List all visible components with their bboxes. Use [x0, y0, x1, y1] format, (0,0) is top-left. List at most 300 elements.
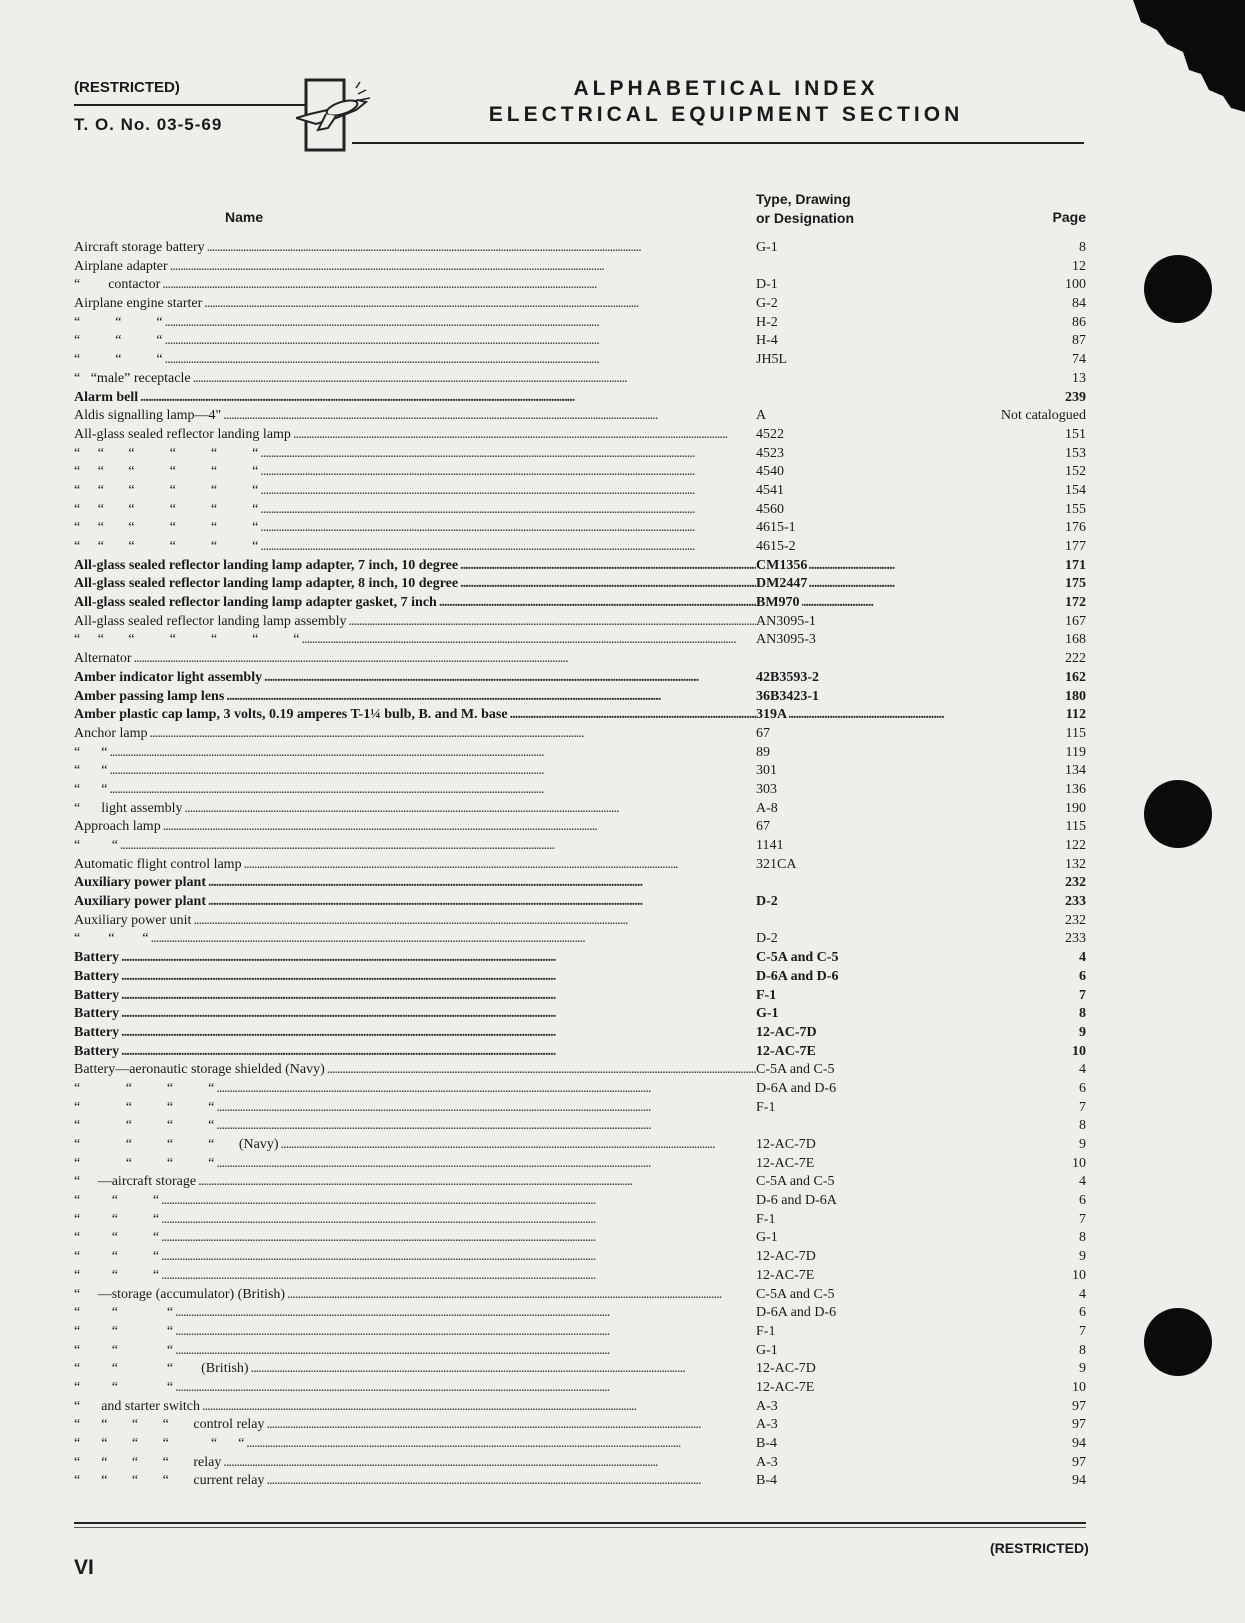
entry-name: “ “ “	[74, 332, 165, 351]
entry-name: Battery	[74, 968, 121, 987]
leader-dots	[109, 781, 1086, 800]
entry-name: “ “ “	[74, 1267, 161, 1286]
entry-name: Battery	[74, 1005, 121, 1024]
entry-page: 222	[1063, 650, 1086, 669]
table-row	[74, 1416, 1086, 1435]
entry-type: 12-AC-7D	[756, 1248, 818, 1267]
entry-type: H-2	[756, 314, 780, 333]
entry-name: “ contactor	[74, 276, 162, 295]
leader-dots	[175, 1323, 1086, 1342]
table-row	[74, 258, 1086, 277]
entry-type: 12-AC-7D	[756, 1024, 819, 1043]
entry-name: “ —aircraft storage	[74, 1173, 198, 1192]
table-row	[74, 762, 1086, 781]
table-row	[74, 1080, 1086, 1099]
entry-type: D-6A and D-6	[756, 968, 840, 987]
entry-type: A-8	[756, 800, 780, 819]
entry-type: A-3	[756, 1454, 780, 1473]
entry-type: 1141	[756, 837, 785, 856]
entry-type: C-5A and C-5	[756, 949, 840, 968]
entry-page: 9	[1077, 1024, 1086, 1043]
table-row	[74, 650, 1086, 669]
table-row	[74, 557, 1086, 576]
entry-name: “ and starter switch	[74, 1398, 202, 1417]
entry-page: 162	[1063, 669, 1086, 688]
table-row	[74, 987, 1086, 1006]
header-left	[74, 79, 223, 134]
entry-type: JH5L	[756, 351, 789, 370]
entry-type: 319A	[756, 706, 789, 725]
entry-type: AN3095-1	[756, 613, 818, 632]
leader-dots	[226, 688, 1086, 707]
entry-page: 6	[1077, 1304, 1086, 1323]
leader-dots	[208, 874, 1086, 893]
entry-page: 175	[1063, 575, 1086, 594]
entry-type: 42B3593-2	[756, 669, 821, 688]
entry-page: 4	[1077, 949, 1086, 968]
entry-type: G-1	[756, 239, 780, 258]
entry-page: 232	[1063, 912, 1086, 931]
entry-type: 4541	[756, 482, 786, 501]
entry-type: 12-AC-7E	[756, 1155, 816, 1174]
entry-page: 84	[1070, 295, 1086, 314]
entry-page: 87	[1070, 332, 1086, 351]
table-row	[74, 276, 1086, 295]
entry-page: 7	[1077, 987, 1086, 1006]
entry-page: 74	[1070, 351, 1086, 370]
entry-name: “ “ “ “ (Navy)	[74, 1136, 281, 1155]
leader-dots	[161, 1211, 1086, 1230]
table-row	[74, 1136, 1086, 1155]
table-row	[74, 1192, 1086, 1211]
index-list	[74, 239, 1086, 1491]
entry-page: 97	[1070, 1416, 1086, 1435]
table-row	[74, 1211, 1086, 1230]
entry-type: A-3	[756, 1416, 780, 1435]
leader-dots	[216, 1099, 1086, 1118]
entry-name: “ “	[74, 781, 109, 800]
entry-name: Auxiliary power plant	[74, 874, 208, 893]
leader-dots	[260, 482, 1086, 501]
entry-name: Anchor lamp	[74, 725, 149, 744]
entry-page: Not catalogued	[999, 407, 1086, 426]
entry-page: 167	[1063, 613, 1086, 632]
entry-name: Auxiliary power unit	[74, 912, 193, 931]
entry-name: “ “ “ “ “ “	[74, 445, 260, 464]
entry-page: 8	[1077, 1342, 1086, 1361]
entry-name: All-glass sealed reflector landing lamp	[74, 426, 293, 445]
leader-dots	[165, 314, 1086, 333]
entry-page: 115	[1064, 818, 1086, 837]
table-row	[74, 1117, 1086, 1136]
entry-page: 10	[1070, 1155, 1086, 1174]
entry-type: AN3095-3	[756, 631, 818, 650]
entry-type: F-1	[756, 987, 778, 1006]
entry-page: 8	[1077, 239, 1086, 258]
entry-name: Battery	[74, 987, 121, 1006]
entry-name: “ —storage (accumulator) (British)	[74, 1286, 287, 1305]
table-row	[74, 856, 1086, 875]
table-row	[74, 314, 1086, 333]
table-row	[74, 968, 1086, 987]
leader-dots	[302, 631, 1087, 650]
column-header-page: Page	[1052, 209, 1086, 225]
entry-page: 8	[1077, 1229, 1086, 1248]
leader-dots	[260, 538, 1086, 557]
entry-page: 7	[1077, 1323, 1086, 1342]
entry-type: 36B3423-1	[756, 688, 821, 707]
leader-dots	[193, 912, 1086, 931]
entry-name: “ “ “ “ control relay	[74, 1416, 267, 1435]
entry-type: 67	[756, 725, 772, 744]
leader-dots	[161, 1192, 1086, 1211]
entry-type: G-1	[756, 1005, 781, 1024]
leader-dots	[266, 1472, 1086, 1491]
entry-type: DM2447	[756, 575, 809, 594]
entry-page: 154	[1063, 482, 1086, 501]
entry-name: “ “ “ “ current relay	[74, 1472, 266, 1491]
to-number: T. O. No. 03-5-69	[74, 115, 223, 134]
entry-page: 6	[1077, 1080, 1086, 1099]
leader-dots	[121, 1043, 1086, 1062]
table-row	[74, 1286, 1086, 1305]
entry-type: 301	[756, 762, 779, 781]
table-row	[74, 1043, 1086, 1062]
table-row	[74, 1267, 1086, 1286]
leader-dots	[165, 351, 1086, 370]
column-header-type-line1: Type, Drawing	[756, 191, 851, 207]
table-row	[74, 1435, 1086, 1454]
table-row	[74, 1229, 1086, 1248]
entry-type: D-6A and D-6	[756, 1304, 838, 1323]
entry-type: 12-AC-7D	[756, 1136, 818, 1155]
leader-dots	[162, 276, 1086, 295]
leader-dots	[327, 1061, 1086, 1080]
entry-type: 12-AC-7E	[756, 1267, 816, 1286]
table-row	[74, 1379, 1086, 1398]
entry-page: 7	[1077, 1099, 1086, 1118]
entry-page: 8	[1077, 1117, 1086, 1136]
entry-name: “ “ “ “	[74, 1117, 216, 1136]
table-row	[74, 407, 1086, 426]
entry-page: 12	[1070, 258, 1086, 277]
leader-dots	[175, 1304, 1086, 1323]
entry-name: “ “ “	[74, 1379, 175, 1398]
leader-dots	[134, 650, 1086, 669]
entry-name: “ “ “	[74, 314, 165, 333]
leader-dots	[151, 930, 1086, 949]
column-header-type	[756, 190, 854, 228]
entry-type: D-1	[756, 276, 780, 295]
leader-dots	[109, 744, 1086, 763]
restricted-label: (RESTRICTED)	[74, 79, 180, 96]
entry-page: 232	[1063, 874, 1086, 893]
leader-dots	[121, 949, 1086, 968]
table-row	[74, 912, 1086, 931]
table-row	[74, 949, 1086, 968]
table-row	[74, 389, 1086, 408]
leader-dots	[161, 1267, 1086, 1286]
table-row	[74, 744, 1086, 763]
entry-page: 132	[1063, 856, 1086, 875]
entry-page: 4	[1077, 1286, 1086, 1305]
entry-name: Airplane engine starter	[74, 295, 204, 314]
punch-hole-icon	[1144, 780, 1212, 848]
leader-dots	[216, 1117, 1086, 1136]
entry-type: A-3	[756, 1398, 780, 1417]
entry-type: H-4	[756, 332, 780, 351]
entry-page: 112	[1064, 706, 1086, 725]
entry-page: 6	[1077, 1192, 1086, 1211]
table-row	[74, 1173, 1086, 1192]
title-line-2: ELECTRICAL EQUIPMENT SECTION	[488, 103, 964, 126]
table-row	[74, 1248, 1086, 1267]
entry-name: “ “ “ “	[74, 1099, 216, 1118]
entry-type: 4560	[756, 501, 786, 520]
leader-dots	[198, 1173, 1086, 1192]
leader-dots	[281, 1136, 1086, 1155]
entry-name: Auxiliary power plant	[74, 893, 208, 912]
entry-page: 122	[1063, 837, 1086, 856]
entry-type: 4522	[756, 426, 786, 445]
leader-dots	[121, 1024, 1086, 1043]
entry-page: 10	[1070, 1379, 1086, 1398]
leader-dots	[193, 370, 1086, 389]
header-rule-right	[352, 142, 1084, 144]
entry-name: All-glass sealed reflector landing lamp adapter gasket, 7 inch	[74, 594, 439, 613]
entry-type: A	[756, 407, 768, 426]
entry-name: “ “ “ “ “ “	[74, 1435, 246, 1454]
entry-type: D-2	[756, 930, 780, 949]
entry-name: Battery	[74, 1024, 121, 1043]
leader-dots	[175, 1379, 1086, 1398]
leader-dots	[293, 426, 1086, 445]
table-row	[74, 1472, 1086, 1491]
leader-dots	[175, 1342, 1086, 1361]
table-row	[74, 239, 1086, 258]
entry-name: “ “ “ “	[74, 1080, 216, 1099]
entry-type: D-6 and D-6A	[756, 1192, 839, 1211]
leader-dots	[349, 613, 1086, 632]
table-row	[74, 688, 1086, 707]
table-row	[74, 837, 1086, 856]
leader-dots	[121, 1005, 1086, 1024]
entry-name: “ “ “	[74, 1229, 161, 1248]
title-line-1: ALPHABETICAL INDEX	[573, 77, 879, 100]
entry-name: All-glass sealed reflector landing lamp assembly	[74, 613, 349, 632]
entry-name: “ “ “ “ “ “	[74, 538, 260, 557]
entry-name: “ “ “	[74, 1342, 175, 1361]
leader-dots	[161, 1229, 1086, 1248]
entry-page: 190	[1063, 800, 1086, 819]
entry-page: 7	[1077, 1211, 1086, 1230]
entry-page: 172	[1063, 594, 1086, 613]
leader-dots	[246, 1435, 1086, 1454]
table-row	[74, 1099, 1086, 1118]
entry-name: “ “ “	[74, 1248, 161, 1267]
entry-name: “ “ “ (British)	[74, 1360, 251, 1379]
footer-restricted-label: (RESTRICTED)	[990, 1540, 1089, 1556]
table-row	[74, 1398, 1086, 1417]
entry-type: 67	[756, 818, 772, 837]
table-row	[74, 818, 1086, 837]
entry-type: BM970	[756, 594, 802, 613]
table-row	[74, 800, 1086, 819]
entry-page: 171	[1063, 557, 1086, 576]
entry-type: 12-AC-7D	[756, 1360, 818, 1379]
entry-page: 155	[1063, 501, 1086, 520]
entry-type: B-4	[756, 1435, 779, 1454]
entry-name: “ “ “ “ relay	[74, 1454, 223, 1473]
entry-type: G-1	[756, 1342, 780, 1361]
entry-page: 100	[1063, 276, 1086, 295]
entry-name: Amber indicator light assembly	[74, 669, 264, 688]
entry-page: 6	[1077, 968, 1086, 987]
entry-type: G-1	[756, 1229, 780, 1248]
entry-type: 321CA	[756, 856, 798, 875]
leader-dots	[216, 1155, 1086, 1174]
entry-type: F-1	[756, 1211, 777, 1230]
entry-page: 233	[1063, 893, 1086, 912]
page-number: VI	[74, 1556, 94, 1579]
entry-page: 115	[1064, 725, 1086, 744]
entry-page: 10	[1070, 1267, 1086, 1286]
leader-dots	[207, 239, 1086, 258]
entry-type: C-5A and C-5	[756, 1173, 837, 1192]
table-row	[74, 501, 1086, 520]
table-row	[74, 1342, 1086, 1361]
punch-hole-icon	[1144, 255, 1212, 323]
table-row	[74, 426, 1086, 445]
entry-name: “ “ “	[74, 1304, 175, 1323]
entry-page: 152	[1063, 463, 1086, 482]
entry-name: “ light assembly	[74, 800, 185, 819]
entry-name: “ “ “ “ “ “	[74, 501, 260, 520]
entry-type: 12-AC-7E	[756, 1379, 816, 1398]
entry-page: 8	[1077, 1005, 1086, 1024]
table-row	[74, 669, 1086, 688]
table-row	[74, 519, 1086, 538]
entry-name: “ “ “ “	[74, 1155, 216, 1174]
entry-name: “ “ “ “ “ “	[74, 482, 260, 501]
entry-page: 153	[1063, 445, 1086, 464]
leader-dots	[223, 1454, 1086, 1473]
leader-dots	[251, 1360, 1086, 1379]
entry-name: Battery	[74, 1043, 121, 1062]
entry-name: “ “ “	[74, 930, 151, 949]
table-row	[74, 351, 1086, 370]
punch-hole-icon	[1144, 1308, 1212, 1376]
table-row	[74, 1155, 1086, 1174]
entry-page: 151	[1063, 426, 1086, 445]
entry-page: 168	[1063, 631, 1086, 650]
table-row	[74, 463, 1086, 482]
entry-type: 12-AC-7E	[756, 1043, 818, 1062]
table-row	[74, 631, 1086, 650]
entry-page: 134	[1063, 762, 1086, 781]
entry-type: 303	[756, 781, 779, 800]
entry-page: 177	[1063, 538, 1086, 557]
entry-name: “ “ “ “ “ “	[74, 519, 260, 538]
header-rule-left	[74, 104, 306, 106]
entry-type: G-2	[756, 295, 780, 314]
table-row	[74, 1454, 1086, 1473]
entry-page: 97	[1070, 1454, 1086, 1473]
entry-page: 9	[1077, 1248, 1086, 1267]
leader-dots	[260, 445, 1086, 464]
leader-dots	[121, 968, 1086, 987]
entry-page: 9	[1077, 1360, 1086, 1379]
entry-type: CM1356	[756, 557, 809, 576]
table-row	[74, 1005, 1086, 1024]
leader-dots	[260, 519, 1086, 538]
leader-dots	[264, 669, 1086, 688]
entry-name: Automatic flight control lamp	[74, 856, 244, 875]
entry-name: Aldis signalling lamp—4"	[74, 407, 223, 426]
entry-type: 4540	[756, 463, 786, 482]
entry-name: Aircraft storage battery	[74, 239, 207, 258]
entry-name: Battery—aeronautic storage shielded (Navy)	[74, 1061, 327, 1080]
leader-dots	[287, 1286, 1086, 1305]
entry-name: Approach lamp	[74, 818, 163, 837]
entry-name: Battery	[74, 949, 121, 968]
table-row	[74, 706, 1086, 725]
leader-dots	[260, 501, 1086, 520]
leader-dots	[149, 725, 1086, 744]
entry-page: 94	[1070, 1435, 1086, 1454]
leader-dots	[121, 987, 1086, 1006]
entry-type: C-5A and C-5	[756, 1061, 837, 1080]
entry-name: “ “ “ “ “ “ “	[74, 631, 302, 650]
leader-dots	[204, 295, 1086, 314]
entry-type: C-5A and C-5	[756, 1286, 837, 1305]
entry-name: “ “ “	[74, 1323, 175, 1342]
leader-dots	[109, 762, 1086, 781]
leader-dots	[165, 332, 1086, 351]
table-row	[74, 370, 1086, 389]
entry-type: F-1	[756, 1099, 777, 1118]
entry-name: “ “	[74, 744, 109, 763]
leader-dots	[202, 1398, 1086, 1417]
leader-dots	[223, 407, 1086, 426]
table-row	[74, 1360, 1086, 1379]
torn-corner-icon	[1105, 0, 1245, 120]
table-row	[74, 930, 1086, 949]
footer-rule-thin	[74, 1527, 1086, 1528]
entry-type: 89	[756, 744, 772, 763]
entry-page: 97	[1070, 1398, 1086, 1417]
entry-name: “ “ “ “ “ “	[74, 463, 260, 482]
entry-type: D-2	[756, 893, 780, 912]
table-row	[74, 1061, 1086, 1080]
leader-dots	[140, 389, 1086, 408]
table-row	[74, 332, 1086, 351]
leader-dots	[120, 837, 1086, 856]
entry-page: 13	[1070, 370, 1086, 389]
entry-page: 180	[1063, 688, 1086, 707]
table-row	[74, 1304, 1086, 1323]
leader-dots	[244, 856, 1086, 875]
entry-name: “ “ “	[74, 1192, 161, 1211]
entry-type: 4523	[756, 445, 786, 464]
table-row	[74, 482, 1086, 501]
entry-page: 136	[1063, 781, 1086, 800]
table-row	[74, 613, 1086, 632]
entry-type: D-6A and D-6	[756, 1080, 838, 1099]
entry-page: 4	[1077, 1173, 1086, 1192]
entry-name: “ “	[74, 762, 109, 781]
entry-name: Amber plastic cap lamp, 3 volts, 0.19 amperes T-1¼ bulb, B. and M. base	[74, 706, 510, 725]
